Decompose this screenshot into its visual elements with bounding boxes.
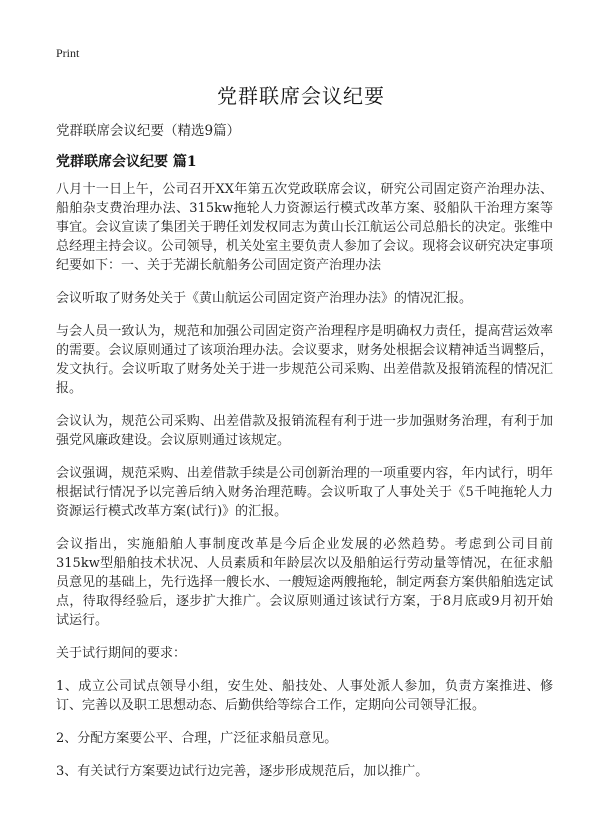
paragraph: 会议强调，规范采购、出差借款手续是公司创新治理的一项重要内容，年内试行，明年根据试行情况予以完善后纳入财务治理范畴。会议听取了人事处关于《5千吨拖轮人力资源运行模式改革方案(试行)》的汇报。 xyxy=(56,466,553,519)
document-page xyxy=(56,0,556,828)
paragraph: 1、成立公司试点领导小组，安生处、船技处、人事处派人参加，负责方案推进、修订、完善以及职工思想动态、后勤供给等综合工作，定期向公司领导汇报。 xyxy=(56,679,553,713)
print-label[interactable]: Print xyxy=(56,46,80,60)
document-subtitle: 党群联席会议纪要（精选9篇） xyxy=(56,123,241,139)
paragraph: 关于试行期间的要求： xyxy=(56,646,187,661)
paragraph: 八月十一日上午，公司召开XX年第五次党政联席会议，研究公司固定资产治理办法、船舶杂支费治理办法、315kw拖轮人力资源运行模式改革方案、驳船队干治理方案等事宜。会议宣读了集团关于聘任刘发权同志为黄山长江航运公司总船长的决定。张维中总经理主持会议。公司领导，机关处室主要负责人参加了会议。现将会议研究决定事项纪要如下：一、关于芜湖长航船务公司固定资产治理办法 xyxy=(56,182,553,273)
paragraph: 会议听取了财务处关于《黄山航运公司固定资产治理办法》的情况汇报。 xyxy=(56,291,473,306)
paragraph: 3、有关试行方案要边试行边完善，逐步形成规范后，加以推广。 xyxy=(56,764,429,779)
paragraph: 会议认为，规范公司采购、出差借款及报销流程有利于进一步加强财务治理，有利于加强党风廉政建设。会议原则通过该规定。 xyxy=(56,414,553,448)
paragraph: 与会人员一致认为，规范和加强公司固定资产治理程序是明确权力责任，提高营运效率的需要。会议原则通过了该项治理办法。会议要求，财务处根据会议精神适当调整后，发文执行。会议听取了财务处关于进一步规范公司采购、出差借款及报销流程的情况汇报。 xyxy=(56,324,553,396)
document-title: 党群联席会议纪要 xyxy=(217,84,385,108)
paragraph: 2、分配方案要公平、合理，广泛征求船员意见。 xyxy=(56,731,338,746)
paragraph: 会议指出，实施船舶人事制度改革是今后企业发展的必然趋势。考虑到公司目前315kw型船舶技术状况、人员素质和年龄层次以及船舶运行劳动量等情况，在征求船员意见的基础上，先行选择一艘长水、一艘短途两艘拖轮，制定两套方案供船舶选定试点，待取得经验后，逐步扩大推广。会议原则通过该试行方案，于8月底或9月初开始试运行。 xyxy=(56,537,553,628)
document-body xyxy=(56,180,553,795)
section-heading: 党群联席会议纪要 篇1 xyxy=(56,154,197,170)
